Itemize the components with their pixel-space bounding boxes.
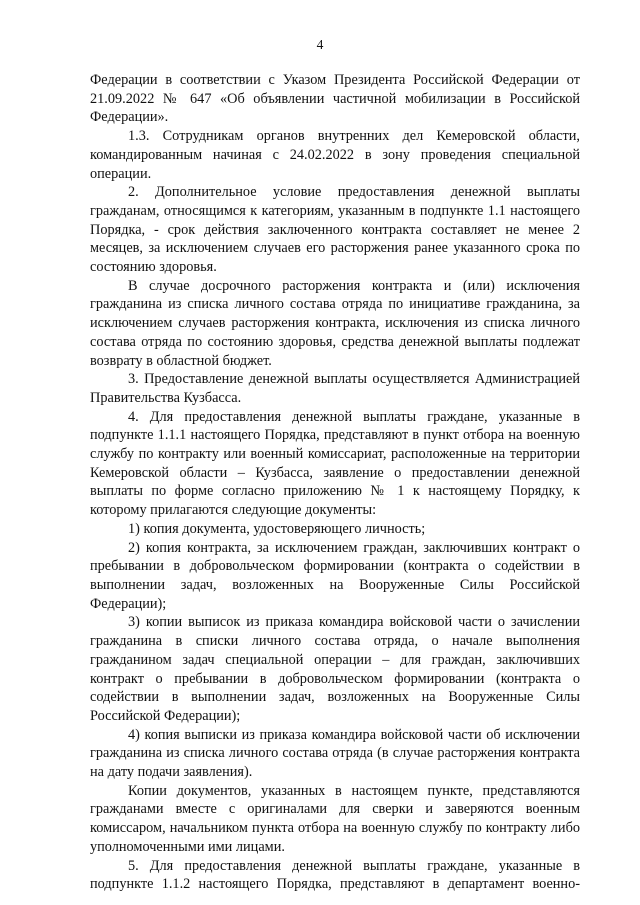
document-body [90, 71, 580, 894]
list-item-1: 1) копия документа, удостоверяющего личность; [128, 520, 426, 537]
paragraph-5: 5. Для предоставления денежной выплаты граждане, указанные в подпункте 1.1.2 настоящего Порядка, представляют в департамент военно- [90, 857, 580, 893]
paragraph-2: 2. Дополнительное условие предоставления денежной выплаты гражданам, относящимся к категориям, указанным в подпункте 1.1 настоящего Порядка, - срок действия заключенного контракта составляет не менее 2 месяцев, за исключением случаев его расторжения ранее указанного срока по состоянию здоровья. [90, 184, 580, 276]
paragraph-document-copies: Копии документов, указанных в настоящем пункте, представляются гражданами вместе с оригиналами для сверки и заверяются военным комиссаром, начальником пункта отбора на военную службу по контракту либо уполномоченными ими лицами. [90, 782, 580, 855]
paragraph-early-termination: В случае досрочного расторжения контракта и (или) исключения гражданина из списка личного состава отряда по инициативе гражданина, за исключением случаев расторжения контракта, исключения из списка личного состава отряда по состоянию здоровья, средства денежной выплаты подлежат возврату в областной бюджет. [90, 277, 580, 369]
paragraph-continuation: Федерации в соответствии с Указом Президента Российской Федерации от 21.09.2022 № 647 «Об объявлении частичной мобилизации в Российской Федерации». [90, 72, 580, 126]
paragraph-4: 4. Для предоставления денежной выплаты граждане, указанные в подпункте 1.1.1 настоящего Порядка, представляют в пункт отбора на военную службу по контракту или военный комиссариат, расположенные на территории Кемеровской области – Кузбасса, заявление о предоставлении денежной выплаты по форме согласно приложению № 1 к настоящему Порядку, к которому прилагаются следующие документы: [90, 408, 580, 519]
page-number: 4 [316, 37, 324, 52]
list-item-4: 4) копия выписки из приказа командира войсковой части об исключении гражданина из списка личного состава отряда (в случае расторжения контракта на дату подачи заявления). [90, 726, 580, 781]
list-item-3: 3) копии выписок из приказа командира войсковой части о зачислении гражданина в списки личного состава отряда, о начале выполнения гражданином задач специальной операции – для граждан, заключивших контракт о пребывании в добровольческом формировании (контракта о содействии в выполнении задач, возложенных на Вооруженные Силы Российской Федерации); [90, 614, 580, 724]
paragraph-1-3: 1.3. Сотрудникам органов внутренних дел Кемеровской области, командированным начиная с 24.02.2022 в зону проведения специальной операции. [90, 128, 580, 182]
paragraph-3: 3. Предоставление денежной выплаты осуществляется Администрацией Правительства Кузбасса. [90, 371, 580, 406]
list-item-2: 2) копия контракта, за исключением граждан, заключивших контракт о пребывании в добровольческом формировании (контракта о содействии в выполнении задач, возложенных на Вооруженные Силы Российской Федерации); [90, 539, 580, 612]
